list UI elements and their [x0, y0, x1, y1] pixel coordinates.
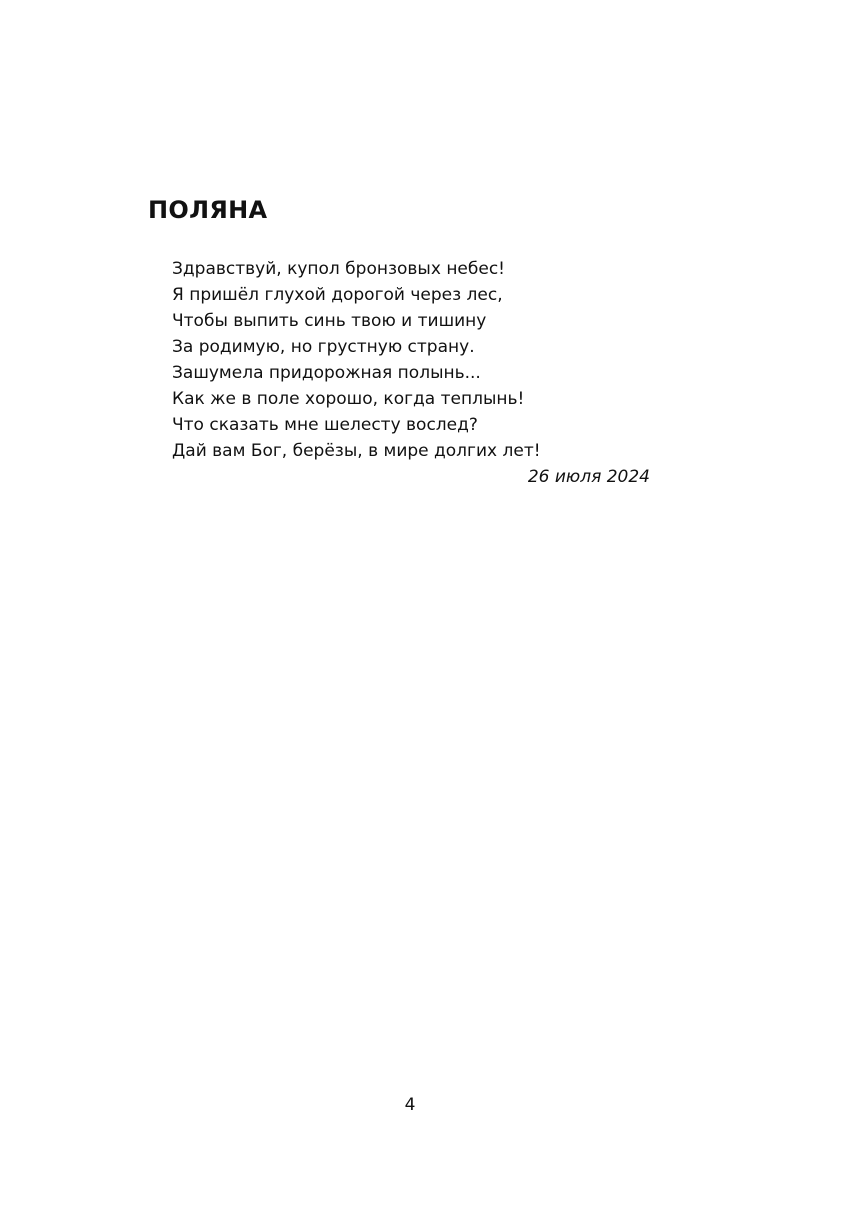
poem-title: ПОЛЯНА [148, 196, 268, 224]
poem-line: Здравствуй, купол бронзовых небес! [172, 259, 505, 279]
poem-body [172, 256, 652, 490]
page-number: 4 [404, 1095, 416, 1115]
poem-line: За родимую, но грустную страну. [172, 337, 475, 357]
poem-line: Я пришёл глухой дорогой через лес, [172, 285, 503, 305]
poem-line: Что сказать мне шелесту вослед? [172, 415, 478, 435]
poem-line: Дай вам Бог, берёзы, в мире долгих лет! [172, 441, 541, 461]
poem-line: Как же в поле хорошо, когда теплынь! [172, 389, 525, 409]
poem-line: Чтобы выпить синь твою и тишину [172, 311, 487, 331]
poem-date: 26 июля 2024 [527, 467, 650, 487]
poem-line: Зашумела придорожная полынь... [172, 363, 481, 383]
